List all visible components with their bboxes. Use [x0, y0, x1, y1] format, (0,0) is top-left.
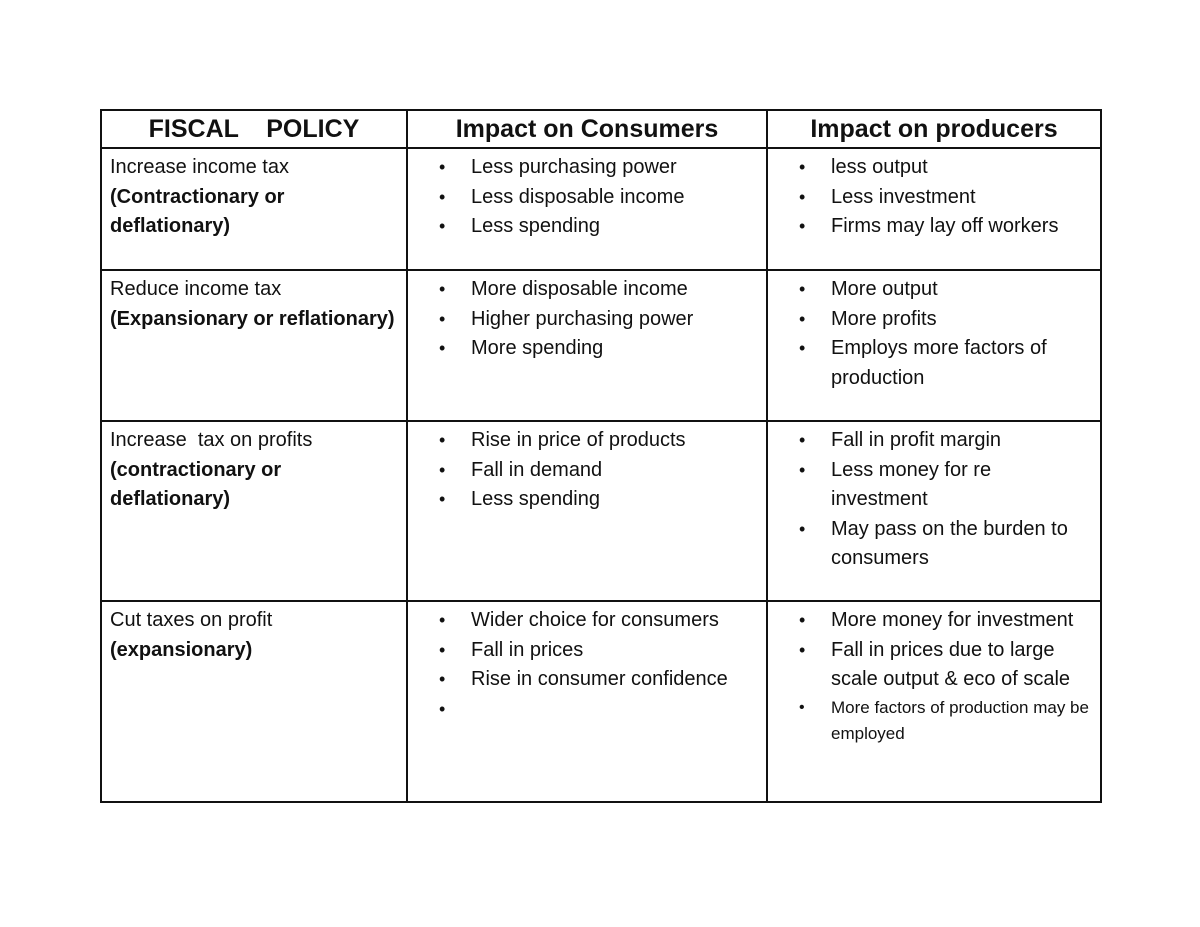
- list-item: • May pass on the burden to consumers: [776, 515, 1092, 574]
- bullet-icon: •: [799, 157, 806, 177]
- bullet-icon: •: [439, 430, 446, 450]
- consumer-impact-cell: [407, 601, 767, 802]
- list-item: • More disposable income: [416, 275, 758, 305]
- policy-cell: [101, 601, 407, 802]
- bullet-icon: •: [439, 669, 446, 689]
- list-item: • Rise in price of products: [416, 426, 758, 456]
- list-item: • Firms may lay off workers: [776, 212, 1092, 242]
- bullet-icon: •: [799, 698, 805, 716]
- bullet-icon: •: [439, 698, 446, 719]
- bullet-icon: •: [439, 279, 446, 299]
- bullet-icon: •: [799, 639, 806, 660]
- consumer-impact-list: [416, 426, 758, 515]
- table-header-row: [101, 110, 1101, 148]
- list-item: • less output: [776, 153, 1092, 183]
- bullet-icon: •: [799, 279, 806, 299]
- bullet-icon: •: [799, 186, 806, 207]
- producer-impact-cell: [767, 148, 1101, 270]
- list-item: • Fall in profit margin: [776, 426, 1092, 456]
- fiscal-policy-table: [100, 109, 1102, 803]
- policy-name: Cut taxes on profit: [110, 609, 273, 631]
- list-item: • Fall in prices: [416, 636, 758, 666]
- policy-name: Increase tax on profits: [110, 429, 313, 451]
- policy-type: (Contractionary or deflationary): [110, 185, 285, 237]
- bullet-icon: •: [799, 518, 806, 539]
- list-item: • Higher purchasing power: [416, 305, 758, 335]
- header-impact-on-consumers: Impact on Consumers: [407, 110, 767, 148]
- table-row: [101, 601, 1101, 802]
- bullet-icon: •: [439, 186, 446, 207]
- list-item: • Rise in consumer confidence: [416, 665, 758, 695]
- table-row: [101, 421, 1101, 601]
- consumer-impact-cell: [407, 148, 767, 270]
- policy-type: (Expansionary or reflationary): [110, 307, 395, 330]
- list-item: • Less money for re investment: [776, 456, 1092, 515]
- bullet-icon: •: [439, 459, 446, 480]
- consumer-impact-cell: [407, 421, 767, 601]
- list-item: • Less purchasing power: [416, 153, 758, 183]
- list-item: • Less spending: [416, 212, 758, 242]
- bullet-icon: •: [439, 338, 446, 358]
- header-impact-on-producers: Impact on producers: [767, 110, 1101, 148]
- list-item: • Fall in demand: [416, 456, 758, 486]
- policy-type: (contractionary or deflationary): [110, 458, 282, 510]
- policy-cell: [101, 421, 407, 601]
- producer-impact-cell: [767, 601, 1101, 802]
- producer-impact-list: [776, 426, 1092, 574]
- bullet-icon: •: [799, 308, 806, 329]
- policy-cell: [101, 148, 407, 270]
- bullet-icon: •: [439, 610, 446, 630]
- consumer-impact-list: [416, 275, 758, 364]
- producer-impact-list: [776, 153, 1092, 242]
- producer-impact-cell: [767, 421, 1101, 601]
- list-item: • Fall in prices due to large scale output & eco of scale: [776, 636, 1092, 695]
- bullet-icon: •: [799, 216, 806, 236]
- list-item: • More spending: [416, 334, 758, 364]
- producer-impact-list: [776, 275, 1092, 393]
- list-item: • More output: [776, 275, 1092, 305]
- list-item: • Less disposable income: [416, 183, 758, 213]
- consumer-impact-list: [416, 606, 758, 724]
- list-item: • More money for investment: [776, 606, 1092, 636]
- list-item: • Wider choice for consumers: [416, 606, 758, 636]
- list-item: • Less investment: [776, 183, 1092, 213]
- list-item: • More factors of production may be employed: [776, 695, 1092, 747]
- policy-name: Increase income tax: [110, 156, 289, 178]
- bullet-icon: •: [799, 459, 806, 480]
- list-item: [416, 695, 758, 725]
- bullet-icon: •: [439, 308, 446, 329]
- bullet-icon: •: [799, 430, 806, 450]
- table-row: [101, 148, 1101, 270]
- consumer-impact-list: [416, 153, 758, 242]
- bullet-icon: •: [439, 639, 446, 660]
- bullet-icon: •: [439, 216, 446, 236]
- policy-name: Reduce income tax: [110, 278, 282, 300]
- bullet-icon: •: [799, 610, 806, 630]
- producer-impact-cell: [767, 270, 1101, 421]
- policy-type: (expansionary): [110, 638, 253, 661]
- list-item: • More profits: [776, 305, 1092, 335]
- producer-impact-list: [776, 606, 1092, 747]
- consumer-impact-cell: [407, 270, 767, 421]
- list-item: • Less spending: [416, 485, 758, 515]
- bullet-icon: •: [799, 338, 806, 358]
- bullet-icon: •: [439, 157, 446, 177]
- list-item: • Employs more factors of production: [776, 334, 1092, 393]
- table-row: [101, 270, 1101, 421]
- bullet-icon: •: [439, 489, 446, 509]
- policy-cell: [101, 270, 407, 421]
- header-fiscal-policy: FISCAL POLICY: [101, 110, 407, 148]
